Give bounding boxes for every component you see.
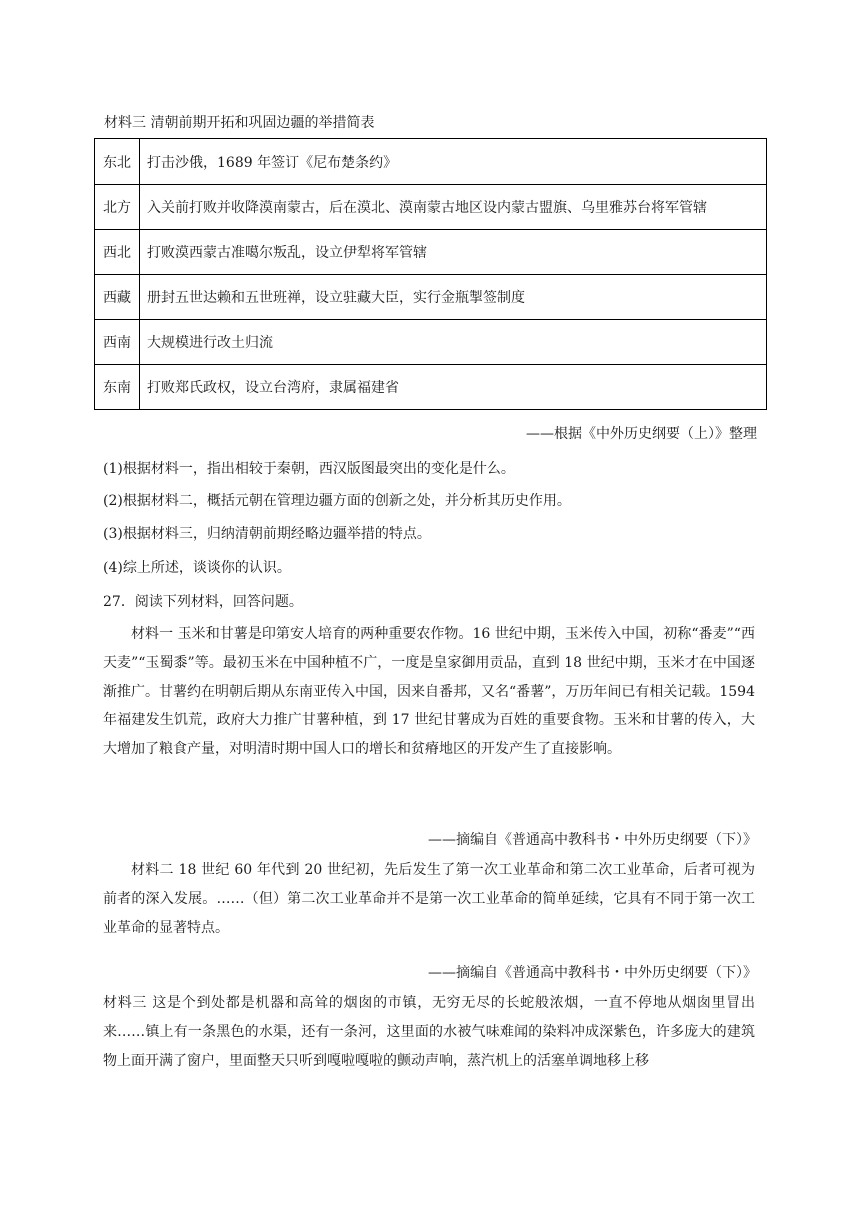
material-1-text: 材料一 玉米和甘薯是印第安人培育的两种重要农作物。16 世纪中期，玉米传入中国，初称“番麦”“西天麦”“玉蜀黍”等。最初玉米在中国种植不广，一度是皇家御用贡品，直到 18 世纪中期，玉米才在中国逐渐推广。甘薯约在明朝后期从东南亚传入中国，因来自番邦，又名“番薯”，万历年间已有相关记载。1594 年福建发生饥荒，政府大力推广甘薯种植，到 17 世纪甘薯成为百姓的重要食物。玉米和甘薯的传入，大大增加了粮食产量，对明清时期中国人口的增长和贫瘠地区的开发产生了直接影响。 (103, 626, 755, 758)
region-cell: 西藏 (95, 275, 140, 320)
region-cell: 东北 (95, 139, 140, 185)
table-title: 材料三 清朝前期开拓和巩固边疆的举措简表 (104, 115, 375, 131)
region-cell: 西北 (95, 230, 140, 275)
region-cell: 东南 (95, 365, 140, 410)
measure-cell: 打败郑氏政权，设立台湾府，隶属福建省 (140, 365, 767, 410)
question-4: (4)综上所述，谈谈你的认识。 (103, 560, 291, 576)
region-cell: 西南 (95, 320, 140, 365)
question-1: (1)根据材料一，指出相较于秦朝，西汉版图最突出的变化是什么。 (103, 461, 515, 477)
table-row (95, 139, 767, 185)
material-1-source: ——摘编自《普通高中教科书・中外历史纲要（下）》 (428, 832, 757, 848)
measure-cell: 打败漠西蒙古准噶尔叛乱，设立伊犁将军管辖 (140, 230, 767, 275)
measure-cell: 入关前打败并收降漠南蒙古，后在漠北、漠南蒙古地区设内蒙古盟旗、乌里雅苏台将军管辖 (140, 185, 767, 230)
question-27-heading: 27．阅读下列材料，回答问题。 (103, 594, 303, 610)
table-row (95, 185, 767, 230)
table-row (95, 275, 767, 320)
frontier-measures-table (94, 138, 767, 410)
measure-cell: 大规模进行改土归流 (140, 320, 767, 365)
table-row (95, 320, 767, 365)
measure-cell: 打击沙俄，1689 年签订《尼布楚条约》 (140, 139, 767, 185)
measure-cell: 册封五世达赖和五世班禅，设立驻藏大臣，实行金瓶掣签制度 (140, 275, 767, 320)
question-3: (3)根据材料三，归纳清朝前期经略边疆举措的特点。 (103, 526, 431, 542)
material-3-text: 材料三 这是个到处都是机器和高耸的烟囱的市镇，无穷无尽的长蛇般浓烟，一直不停地从烟囱里冒出来……镇上有一条黑色的水渠，还有一条河，这里面的水被气味难闻的染料冲成深紫色，许多庞大的建筑物上面开满了窗户，里面整天只听到嘎啦嘎啦的颤动声响，蒸汽机上的活塞单调地移上移 (103, 995, 755, 1069)
material-2-source: ——摘编自《普通高中教科书・中外历史纲要（下）》 (428, 965, 757, 981)
region-cell: 北方 (95, 185, 140, 230)
table-source: ——根据《中外历史纲要（上）》整理 (526, 426, 757, 442)
question-2: (2)根据材料二，概括元朝在管理边疆方面的创新之处，并分析其历史作用。 (103, 493, 571, 509)
material-2-text: 材料二 18 世纪 60 年代到 20 世纪初，先后发生了第一次工业革命和第二次工业革命，后者可视为前者的深入发展。……（但）第二次工业革命并不是第一次工业革命的简单延续，它具有不同于第一次工业革命的显著特点。 (103, 862, 755, 936)
table-row (95, 230, 767, 275)
table-row (95, 365, 767, 410)
